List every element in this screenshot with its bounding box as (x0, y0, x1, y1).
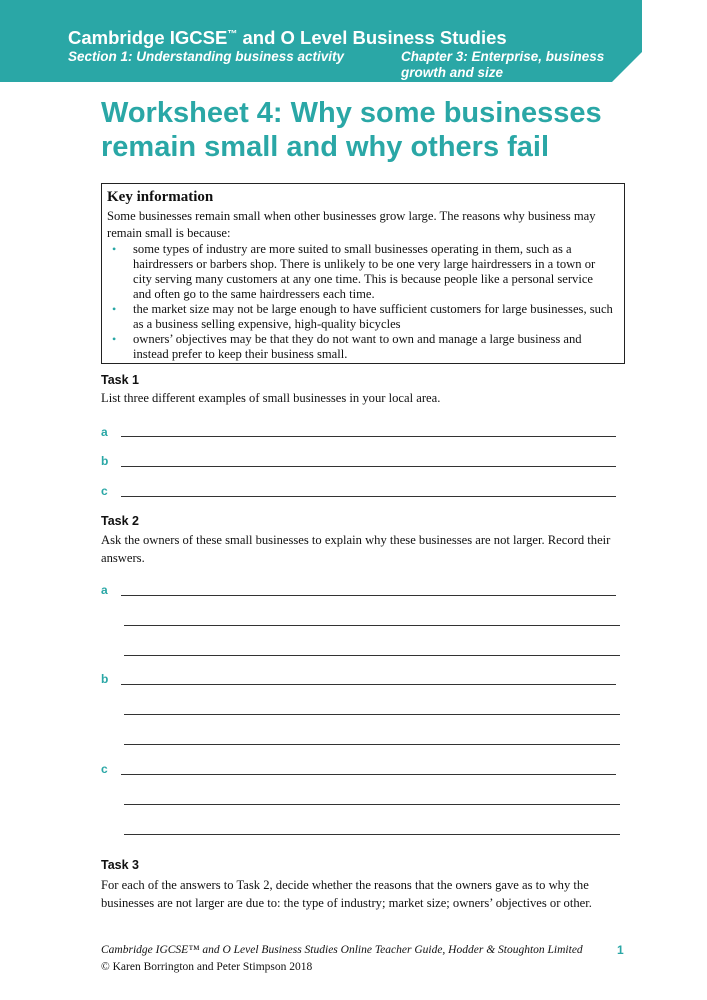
task2-label-c: c (101, 762, 108, 776)
key-information-intro: Some businesses remain small when other businesses grow large. The reasons why business may remain small is because: (107, 209, 596, 240)
bullet-icon: • (112, 332, 117, 346)
page-number: 1 (617, 943, 624, 957)
task2-label-b: b (101, 672, 109, 686)
key-bullet-2: • the market size may not be large enough to have sufficient customers for large businesses, such as a business selling expensive, high-quality bicycles (112, 302, 613, 331)
task1-heading: Task 1 (101, 373, 139, 387)
task2-answer-line-a2[interactable] (124, 625, 620, 626)
task2-answer-line-c1[interactable] (121, 774, 616, 775)
footer-copyright: © Karen Borrington and Peter Stimpson 2018 (101, 961, 313, 973)
bullet-icon: • (112, 242, 117, 256)
task1-answer-line-b[interactable] (121, 466, 616, 467)
task2-answer-line-b2[interactable] (124, 714, 620, 715)
task1-instructions: List three different examples of small businesses in your local area. (101, 391, 441, 405)
key-information-heading: Key information (107, 189, 214, 205)
task2-heading: Task 2 (101, 514, 139, 528)
task2-answer-line-b3[interactable] (124, 744, 620, 745)
key-information-box (101, 183, 625, 364)
task3-instructions: For each of the answers to Task 2, decide whether the reasons that the owners gave as to why the businesses are not larger are due to: the type of industry; market size; owners’ objectives or other. (101, 878, 592, 910)
task2-answer-line-a3[interactable] (124, 655, 620, 656)
key-information-list (106, 242, 624, 362)
task1-answer-line-a[interactable] (121, 436, 616, 437)
chapter-label: Chapter 3: Enterprise, business growth and size (401, 49, 605, 80)
section-label: Section 1: Understanding business activity (68, 49, 345, 64)
footer (101, 942, 583, 976)
footer-citation: Cambridge IGCSE™ and O Level Business Studies Online Teacher Guide, Hodder & Stoughton Limited (101, 944, 583, 956)
task2-answer-line-c2[interactable] (124, 804, 620, 805)
task1-label-b: b (101, 454, 109, 468)
task2-answer-line-a1[interactable] (121, 595, 616, 596)
task2-instructions: Ask the owners of these small businesses to explain why these businesses are not larger. Record their answers. (101, 533, 611, 565)
worksheet-title-line2: remain small and why others fail (101, 131, 550, 163)
worksheet-title (101, 96, 661, 164)
book-title: Cambridge IGCSE™ and O Level Business Studies (68, 27, 507, 48)
task2-answer-line-b1[interactable] (121, 684, 616, 685)
task2-answer-line-c3[interactable] (124, 834, 620, 835)
task2-label-a: a (101, 583, 108, 597)
key-bullet-3: • owners’ objectives may be that they do not want to own and manage a large business and instead prefer to keep their business small. (112, 332, 582, 361)
task1-label-c: c (101, 484, 108, 498)
task1-label-a: a (101, 425, 108, 439)
worksheet-title-line1: Worksheet 4: Why some businesses (101, 97, 602, 129)
task3-heading: Task 3 (101, 858, 139, 872)
key-bullet-1: • some types of industry are more suited to small businesses operating in them, such as a hairdressers or barbers shop. There is unlikely to be one very large hairdressers in a town or city serving many customers at any one time. This is because people like a personal service and often go to the same hairdressers each time. (112, 242, 596, 301)
task1-answer-line-c[interactable] (121, 496, 616, 497)
bullet-icon: • (112, 302, 117, 316)
